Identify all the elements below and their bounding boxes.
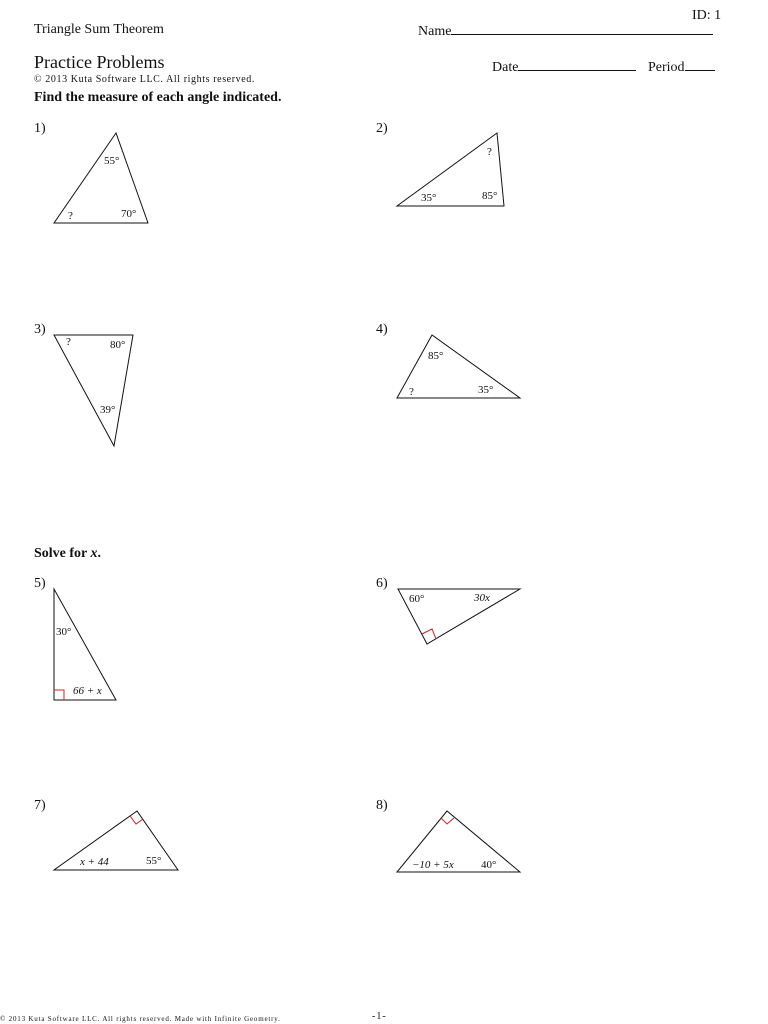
problem-1-angle-left: ? [68, 210, 73, 222]
page-title: Practice Problems [34, 52, 165, 72]
problem-6-number: 6) [376, 576, 388, 591]
name-label: Name [418, 24, 452, 39]
problem-5-angle-right: 66 + x [73, 685, 102, 697]
problem-5-number: 5) [34, 576, 46, 591]
problem-3-angle-right: 80° [110, 339, 126, 351]
problem-3-angle-left: ? [66, 336, 71, 348]
problem-1-angle-right: 70° [121, 208, 137, 220]
instructions-find-angles: Find the measure of each angle indicated. [34, 90, 282, 105]
header-copyright: © 2013 Kuta Software LLC. All rights reserved. [34, 74, 255, 85]
problem-3-number: 3) [34, 322, 46, 337]
problem-8-right-angle-marker [441, 818, 454, 824]
problem-7-angle-right: 55° [146, 855, 162, 867]
page-number: -1- [372, 1011, 387, 1022]
problem-4-number: 4) [376, 322, 388, 337]
problem-2-angle-right: 85° [482, 190, 498, 202]
problem-3-angle-bottom: 39° [100, 404, 116, 416]
problem-2-number: 2) [376, 121, 388, 136]
solve-variable: x [90, 546, 98, 561]
problem-8-angle-right: 40° [481, 859, 497, 871]
problem-4-angle-top: 85° [428, 350, 444, 362]
date-label: Date [492, 60, 519, 75]
problem-7-angle-left: x + 44 [80, 856, 109, 868]
problem-2-angle-top: ? [487, 146, 492, 158]
problem-1-angle-top: 55° [104, 155, 120, 167]
problem-4-angle-right: 35° [478, 384, 494, 396]
problem-8-angle-left: −10 + 5x [412, 859, 454, 871]
worksheet-topic: Triangle Sum Theorem [34, 22, 164, 37]
problem-6-angle-left: 60° [409, 593, 425, 605]
solve-suffix: . [97, 546, 102, 561]
solve-prefix: Solve for [34, 546, 91, 561]
problem-5-angle-top: 30° [56, 626, 72, 638]
problem-2-angle-left: 35° [421, 192, 437, 204]
problem-7-number: 7) [34, 798, 46, 813]
problem-6-angle-right: 30x [474, 592, 490, 604]
problem-8-number: 8) [376, 798, 388, 813]
problem-1-number: 1) [34, 121, 46, 136]
worksheet-id: ID: 1 [692, 8, 722, 23]
period-label: Period [648, 60, 685, 75]
problem-4-angle-left: ? [409, 386, 414, 398]
footer-copyright: © 2013 Kuta Software LLC. All rights reserved. Made with Infinite Geometry. [0, 1015, 281, 1023]
